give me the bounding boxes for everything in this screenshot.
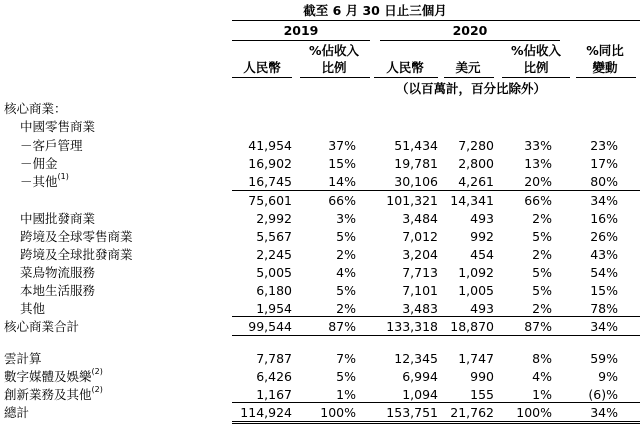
cell-usd-2020: 1,747 [458,351,494,366]
col-yoy-line2: 變動 [592,60,618,75]
cell-rmb-2020: 7,012 [402,229,438,244]
row-label-digital-media-text: 數字媒體及娛樂 [4,369,92,384]
core-total-rule [232,316,640,317]
cell-yoy: 80% [590,174,618,189]
cell-pct-2019: 4% [336,265,356,280]
cell-yoy: 34% [590,405,618,420]
col-rmb-2020: 人民幣 [386,60,424,75]
cell-pct-2019: 5% [336,229,356,244]
cell-pct-2020: 100% [516,405,552,420]
col-rmb-2020-underline [374,77,438,78]
col-pct-2020-underline [502,77,570,78]
cell-rmb-2020: 133,318 [386,319,438,334]
cell-pct-2020: 2% [532,301,552,316]
cell-yoy: 43% [590,247,618,262]
cell-rmb-2020: 101,321 [386,193,438,208]
cell-rmb-2019: 1,954 [256,301,292,316]
cell-rmb-2019: 1,167 [256,387,292,402]
cell-yoy: 59% [590,351,618,366]
col-pct-2020-line2: 比例 [523,60,549,75]
footnote-1-marker: (1) [57,172,69,181]
col-yoy-line1: %同比 [586,43,624,58]
cell-pct-2019: 37% [328,138,356,153]
cell-usd-2020: 155 [470,387,494,402]
cell-rmb-2019: 16,745 [248,174,292,189]
col-pct-2020-line1: %佔收入 [510,43,562,58]
cell-rmb-2020: 3,484 [402,211,438,226]
footnote-2-marker: (2) [91,367,103,376]
row-label-total: 總計 [4,405,30,420]
cell-pct-2020: 5% [532,229,552,244]
cell-rmb-2020: 1,094 [402,387,438,402]
row-label-cross-border-wholesale: 跨境及全球批發商業 [20,247,133,262]
cell-yoy: 17% [590,156,618,171]
cell-rmb-2020: 7,713 [402,265,438,280]
cell-pct-2020: 66% [524,193,552,208]
cell-pct-2020: 5% [532,283,552,298]
total-double-rule-b [232,423,640,424]
row-label-core-total: 核心商業合計 [4,319,80,334]
cell-yoy: 16% [590,211,618,226]
col-pct-2019-line1: %佔收入 [308,43,360,58]
unit-note: （以百萬計，百分比除外） [395,81,546,96]
footnote-2-marker: (2) [91,385,103,394]
cell-rmb-2020: 3,204 [402,247,438,262]
col-rmb-2019-underline [232,77,292,78]
cell-rmb-2020: 12,345 [394,351,438,366]
cell-usd-2020: 493 [470,211,494,226]
cell-pct-2020: 87% [524,319,552,334]
cell-yoy: 9% [598,369,618,384]
cell-pct-2020: 13% [524,156,552,171]
cell-pct-2020: 2% [532,247,552,262]
core-total-double-rule [232,335,640,336]
row-label-core-commerce: 核心商業： [4,101,67,116]
row-label-retail-other-text: －其他 [20,174,58,189]
row-label-china-retail: 中國零售商業 [20,119,96,134]
col-rmb-2019: 人民幣 [243,60,281,75]
cell-rmb-2020: 3,483 [402,301,438,316]
cell-pct-2019: 87% [328,319,356,334]
cell-rmb-2020: 19,781 [394,156,438,171]
row-label-innovation-text: 創新業務及其他 [4,387,92,402]
cell-usd-2020: 2,800 [458,156,494,171]
year-2019-underline [232,40,370,41]
cell-pct-2019: 5% [336,283,356,298]
row-label-others: 其他 [20,301,46,316]
cell-yoy: 78% [590,301,618,316]
cell-rmb-2019: 5,567 [256,229,292,244]
year-2020-underline [380,40,560,41]
cell-pct-2019: 5% [336,369,356,384]
cell-pct-2019: 7% [336,351,356,366]
cell-pct-2020: 4% [532,369,552,384]
cell-usd-2020: 1,092 [458,265,494,280]
cell-pct-2019: 2% [336,247,356,262]
row-label-china-wholesale: 中國批發商業 [20,211,96,226]
cell-pct-2020: 20% [524,174,552,189]
cell-usd-2020: 7,280 [458,138,494,153]
col-usd-2020-underline [444,77,494,78]
cell-pct-2020: 1% [532,387,552,402]
cell-rmb-2019: 7,787 [256,351,292,366]
row-label-retail-other [20,174,69,189]
cell-usd-2020: 990 [470,369,494,384]
total-rule [232,402,640,403]
cell-rmb-2019: 16,902 [248,156,292,171]
cell-usd-2020: 18,870 [450,319,494,334]
cell-pct-2020: 8% [532,351,552,366]
col-usd-2020: 美元 [455,60,481,75]
cell-yoy: (6)% [588,387,618,402]
cell-rmb-2019: 41,954 [248,138,292,153]
cell-usd-2020: 14,341 [450,193,494,208]
cell-rmb-2019: 6,426 [256,369,292,384]
cell-pct-2019: 1% [336,387,356,402]
cell-usd-2020: 454 [470,247,494,262]
cell-pct-2019: 66% [328,193,356,208]
year-2020-label: 2020 [452,23,488,38]
cell-rmb-2020: 7,101 [402,283,438,298]
cell-rmb-2020: 153,751 [386,405,438,420]
cell-pct-2020: 33% [524,138,552,153]
cell-rmb-2019: 75,601 [248,193,292,208]
cell-pct-2019: 100% [320,405,356,420]
col-yoy-underline [576,77,636,78]
cell-usd-2020: 4,261 [458,174,494,189]
cell-pct-2019: 15% [328,156,356,171]
cell-rmb-2020: 6,994 [402,369,438,384]
cell-yoy: 23% [590,138,618,153]
cell-rmb-2019: 99,544 [248,319,292,334]
total-double-rule-a [232,421,640,422]
cell-yoy: 26% [590,229,618,244]
cell-rmb-2019: 2,992 [256,211,292,226]
cell-pct-2020: 5% [532,265,552,280]
cell-usd-2020: 1,005 [458,283,494,298]
cell-rmb-2019: 2,245 [256,247,292,262]
row-label-digital-media [4,369,103,384]
row-label-cross-border-retail: 跨境及全球零售商業 [20,229,133,244]
col-pct-2019-underline [300,77,370,78]
cell-pct-2019: 3% [336,211,356,226]
cell-rmb-2019: 6,180 [256,283,292,298]
cell-usd-2020: 21,762 [450,405,494,420]
cell-yoy: 34% [590,319,618,334]
row-label-commission: －佣金 [20,156,58,171]
period-title: 截至 6 月 30 日止三個月 [303,3,447,18]
cell-rmb-2020: 30,106 [394,174,438,189]
row-label-innovation [4,387,103,402]
cell-yoy: 34% [590,193,618,208]
cell-usd-2020: 493 [470,301,494,316]
col-pct-2019-line2: 比例 [321,60,347,75]
cell-rmb-2019: 5,005 [256,265,292,280]
cell-pct-2019: 2% [336,301,356,316]
cell-yoy: 15% [590,283,618,298]
header-divider [232,20,640,21]
cell-rmb-2019: 114,924 [240,405,292,420]
cell-pct-2019: 14% [328,174,356,189]
cell-rmb-2020: 51,434 [394,138,438,153]
cell-yoy: 54% [590,265,618,280]
row-label-customer-management: －客戶管理 [20,138,83,153]
cell-pct-2020: 2% [532,211,552,226]
row-label-local-services: 本地生活服務 [20,283,96,298]
cell-usd-2020: 992 [470,229,494,244]
row-label-cainiao: 菜鳥物流服務 [20,265,96,280]
subtotal-rule [232,190,640,191]
year-2019-label: 2019 [283,23,319,38]
row-label-cloud: 雲計算 [4,351,42,366]
